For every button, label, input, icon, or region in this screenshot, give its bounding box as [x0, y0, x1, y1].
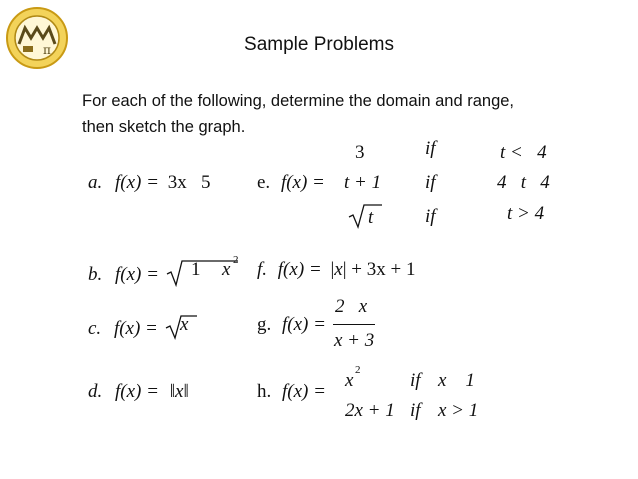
instructions-line-2: then sketch the graph.	[82, 118, 246, 136]
problem-h-row-2-expr: 2x + 1	[345, 400, 395, 421]
problem-a-rhs: 3x 5	[167, 172, 211, 193]
instructions-line-1: For each of the following, determine the domain and range,	[82, 92, 515, 110]
problem-e-row-1-if: if	[425, 138, 436, 159]
problem-e-row-3-if: if	[425, 206, 436, 227]
problem-g-denominator: x + 3	[334, 330, 375, 351]
problem-e	[257, 172, 325, 194]
sqrt-symbol	[348, 203, 382, 229]
problem-e-row-2-cond: 4 t 4	[497, 172, 550, 193]
problem-e-row-1-expr: 3	[355, 142, 365, 163]
problem-b-radicand-left: 1	[191, 259, 201, 280]
problem-b-radicand-right: x	[222, 259, 231, 280]
problem-g-numerator: 2 x	[335, 296, 368, 317]
problem-h-row-2-if: if	[410, 400, 421, 421]
page-title: Sample Problems	[244, 34, 394, 55]
problem-a-label: a.	[88, 172, 103, 193]
problem-e-lhs: f(x) =	[280, 172, 325, 193]
problem-g: g. f(x) =	[257, 314, 326, 335]
problem-e-label: e.	[257, 172, 271, 193]
svg-text:π: π	[43, 43, 51, 57]
problem-e-row-2-if: if	[425, 172, 436, 193]
problem-c-radicand: x	[180, 314, 189, 335]
problem-h: h. f(x) =	[257, 381, 326, 402]
problem-e-row-3-expr: t	[348, 203, 387, 229]
problem-h-row-1-cond: x 1	[438, 370, 475, 391]
problem-h-row-1-expr: x	[345, 370, 354, 391]
problem-a	[88, 172, 210, 194]
problem-a-lhs: f(x) =	[115, 172, 159, 193]
problem-e-row-2-expr: t + 1	[344, 172, 382, 193]
problem-h-row-1-exponent: 2	[355, 364, 361, 376]
problem-d: d. f(x) = ‖x‖	[88, 381, 189, 402]
problem-h-row-2-cond: x > 1	[438, 400, 479, 421]
problem-h-row-1-if: if	[410, 370, 421, 391]
problem-b: b. f(x) =	[88, 259, 238, 287]
fraction-bar	[333, 324, 375, 325]
problem-f: f. f(x) = |x| + 3x + 1	[257, 259, 416, 280]
problem-e-row-3-cond: t > 4	[507, 203, 545, 224]
problem-b-exponent: 2	[233, 254, 239, 266]
problem-e-row-1-cond: t < 4	[500, 142, 547, 163]
instructions	[82, 88, 602, 140]
problem-c: c. f(x) =	[88, 314, 197, 340]
